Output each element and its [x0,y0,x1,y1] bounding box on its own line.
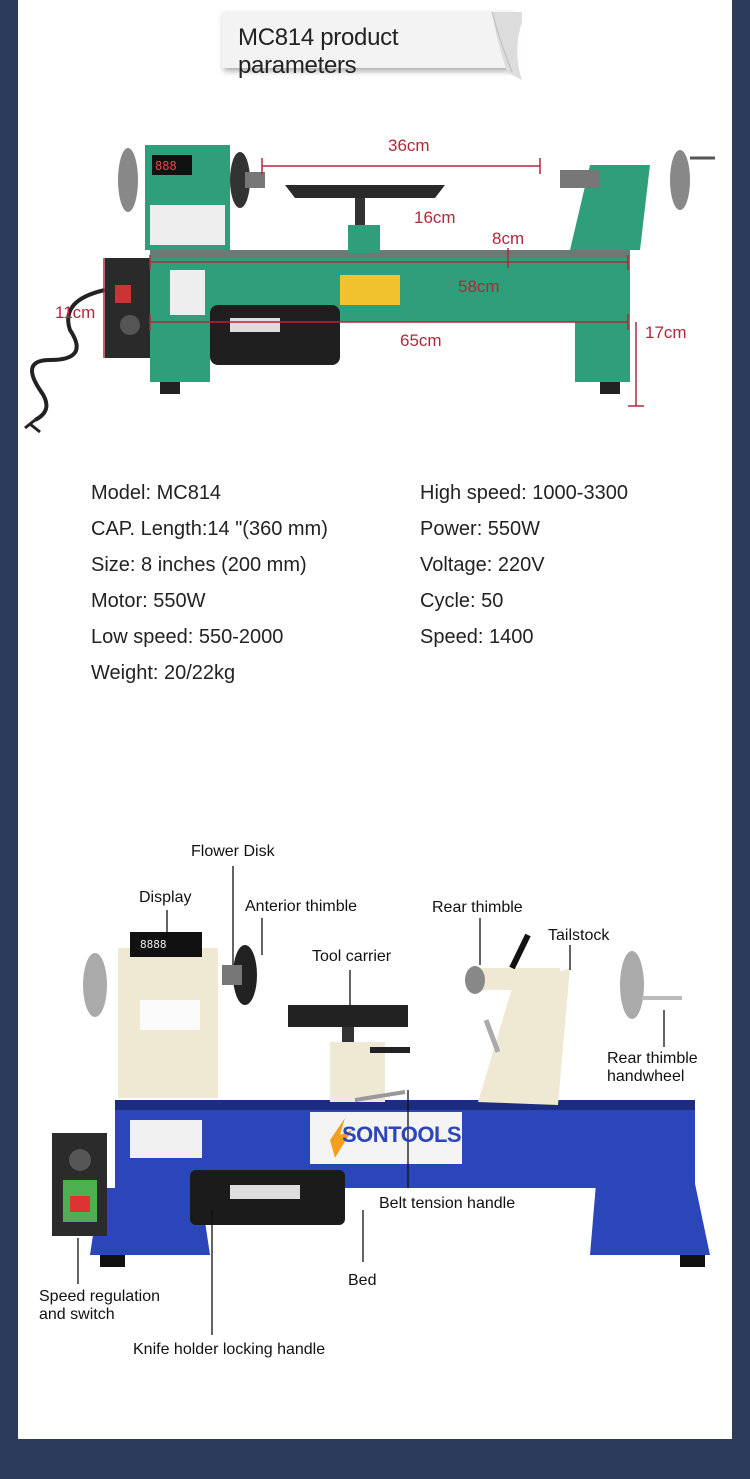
dim-total-length: 65cm [400,331,442,350]
spec-right-2: Voltage: 220V [420,554,545,576]
brand-logo-text: SONTOOLS [342,1122,462,1147]
svg-text:8888: 8888 [140,938,167,951]
spec-right-0: High speed: 1000-3300 [420,482,628,504]
spec-left-3: Motor: 550W [91,590,206,612]
spec-right-1: Power: 550W [420,518,541,540]
label-anterior-thimble: Anterior thimble [245,898,358,915]
label-rear-handwheel-line2: handwheel [607,1068,685,1085]
label-rear-handwheel-line1: Rear thimble [607,1050,698,1067]
label-belt-tension-handle: Belt tension handle [379,1195,516,1212]
spec-left-5: Weight: 20/22kg [91,662,236,684]
label-rear-thimble: Rear thimble [432,899,523,916]
dim-height-small: 8cm [492,229,525,248]
spec-left-1: CAP. Length:14 "(360 mm) [91,518,328,540]
label-speed-line2: and switch [39,1306,115,1323]
label-knife-holder-handle: Knife holder locking handle [133,1341,326,1358]
label-tool-carrier: Tool carrier [312,948,392,965]
spec-right-4: Speed: 1400 [420,626,534,648]
dim-top-length: 36cm [388,136,430,155]
spec-left-2: Size: 8 inches (200 mm) [91,554,307,576]
dim-bed: 58cm [458,277,500,296]
dim-tool-rest: 16cm [414,208,456,227]
spec-left-4: Low speed: 550-2000 [91,626,284,648]
banner-title: MC814 product parameters [238,24,399,79]
dim-left-height: 11cm [55,303,96,322]
label-speed-line1: Speed regulation [39,1288,160,1305]
label-flower-disk: Flower Disk [191,843,275,860]
label-display: Display [139,889,192,906]
svg-text:888: 888 [155,159,177,173]
spec-left-0: Model: MC814 [91,482,222,504]
label-tailstock: Tailstock [548,927,610,944]
label-bed: Bed [348,1272,377,1289]
spec-right-3: Cycle: 50 [420,590,504,612]
dim-right-height: 17cm [645,323,687,342]
